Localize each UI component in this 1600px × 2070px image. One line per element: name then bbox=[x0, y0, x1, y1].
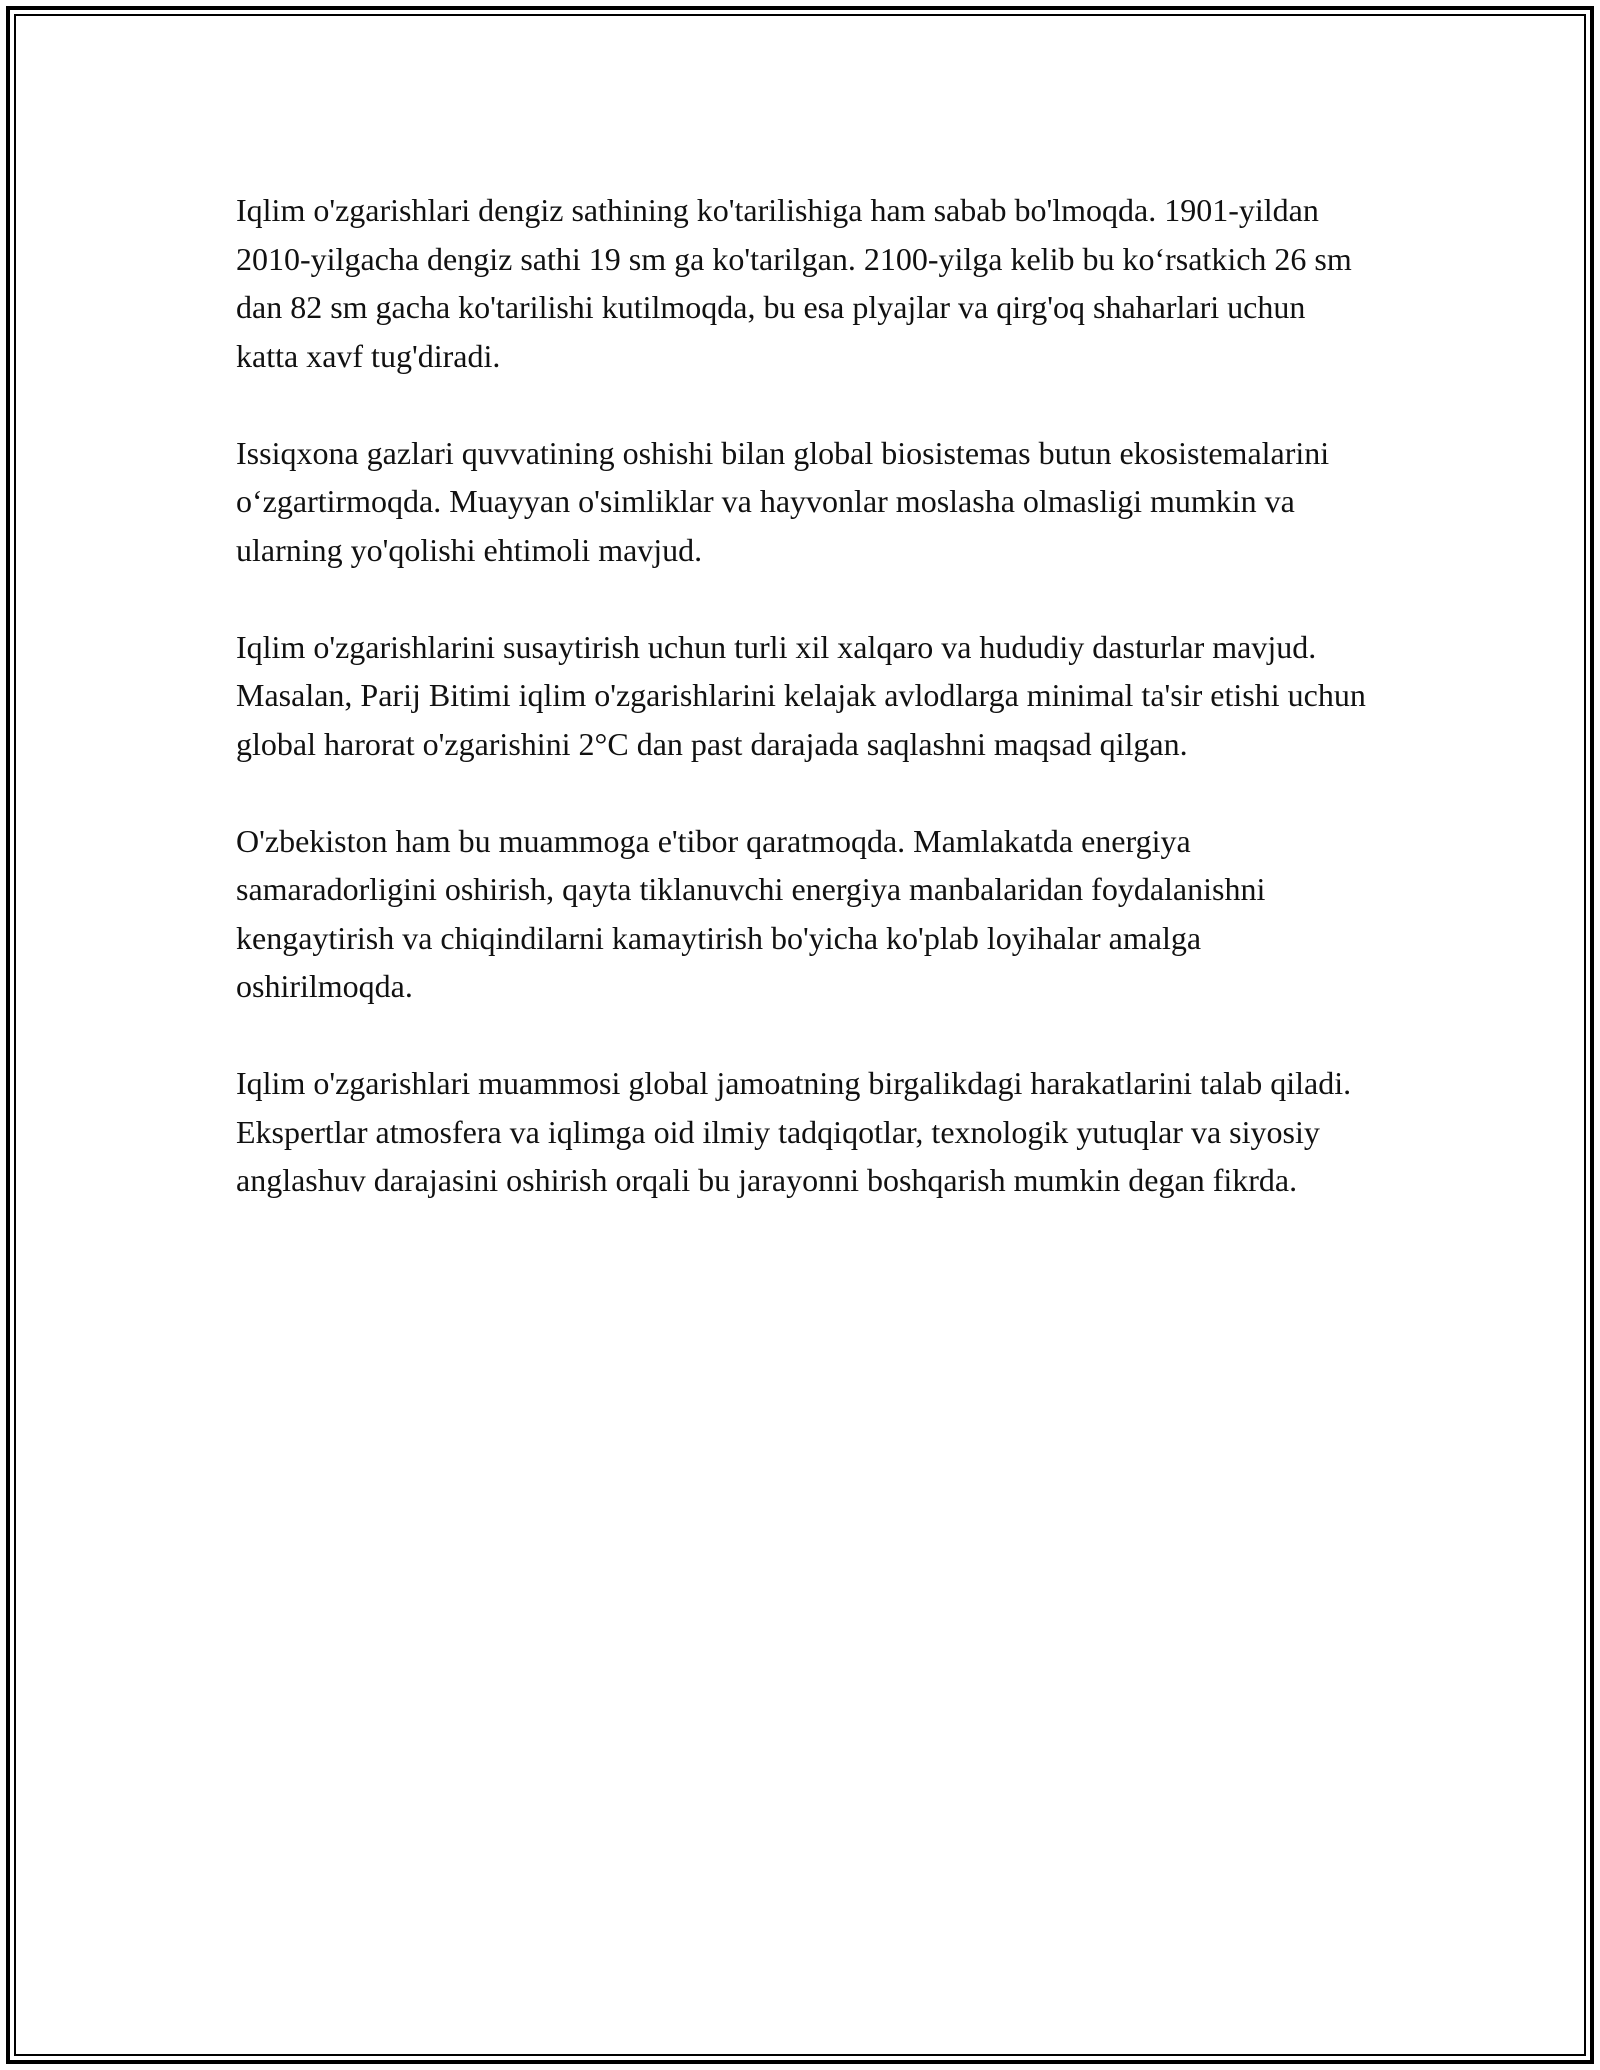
paragraph-sea-level: Iqlim o'zgarishlari dengiz sathining ko'tarilishiga ham sabab bo'lmoqda. 1901-yildan 2010-yilgacha dengiz sathi 19 sm ga ko'tarilgan. 2100-yilga kelib bu ko‘rsatkich 26 sm dan 82 sm gacha ko'tarilishi kutilmoqda, bu esa plyajlar va qirg'oq shaharlari uchun katta xavf tug'diradi. bbox=[236, 192, 1352, 374]
paragraph-uzbekistan: O'zbekiston ham bu muammoga e'tibor qaratmoqda. Mamlakatda energiya samaradorligini oshirish, qayta tiklanuvchi energiya manbalaridan foydalanishni kengaytirish va chiqindilarni kamaytirish bo'yicha ko'plab loyihalar amalga oshirilmoqda. bbox=[236, 822, 1266, 1004]
document-body bbox=[236, 186, 1366, 1253]
paragraph-ecosystems: Issiqxona gazlari quvvatining oshishi bilan global biosistemas butun ekosistemalarini o‘zgartirmoqda. Muayyan o'simliklar va hayvonlar moslasha olmasligi mumkin va ularning yo'qolishi ehtimoli mavjud. bbox=[236, 434, 1330, 568]
paragraph-global-action: Iqlim o'zgarishlari muammosi global jamoatning birgalikdagi harakatlarini talab qiladi. Ekspertlar atmosfera va iqlimga oid ilmiy tadqiqotlar, texnologik yutuqlar va siyosiy anglashuv darajasini oshirish orqali bu jarayonni boshqarish mumkin degan fikrda. bbox=[236, 1065, 1352, 1198]
paragraph-programs: Iqlim o'zgarishlarini susaytirish uchun turli xil xalqaro va hududiy dasturlar mavjud. Masalan, Parij Bitimi iqlim o'zgarishlarini kelajak avlodlarga minimal ta'sir etishi uchun global harorat o'zgarishini 2°C dan past darajada saqlashni maqsad qilgan. bbox=[236, 628, 1366, 762]
